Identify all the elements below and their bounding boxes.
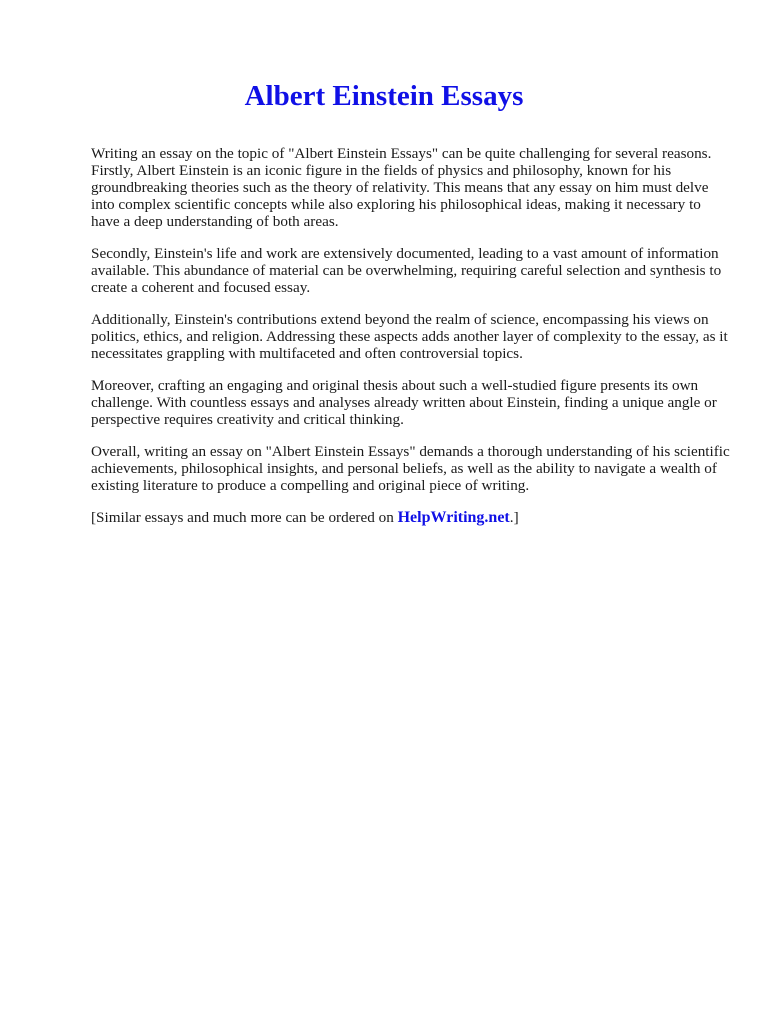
- paragraph-5: Overall, writing an essay on "Albert Einstein Essays" demands a thorough understanding of his scientific achievements, philosophical insights, and personal beliefs, as well as the ability to navigate a wealth of existing literature to produce a compelling and original piece of writing.: [91, 443, 730, 494]
- paragraph-3: Additionally, Einstein's contributions extend beyond the realm of science, encompassing his views on politics, ethics, and religion. Addressing these aspects adds another layer of complexity to the essay, as it necessitates grappling with multifaceted and often controversial topics.: [91, 311, 728, 362]
- paragraph-1: Writing an essay on the topic of "Albert Einstein Essays" can be quite challenging for several reasons. Firstly, Albert Einstein is an iconic figure in the fields of physics and philosophy, known for his groundbreaking theories such as the theory of relativity. This means that any essay on him must delve into complex scientific concepts while also exploring his philosophical ideas, making it necessary to have a deep understanding of both areas.: [91, 145, 712, 230]
- document-title: Albert Einstein Essays: [244, 80, 524, 112]
- paragraph-4: Moreover, crafting an engaging and original thesis about such a well-studied figure presents its own challenge. With countless essays and analyses already written about Einstein, finding a unique angle or perspective requires creativity and critical thinking.: [91, 377, 717, 428]
- essay-body: [91, 145, 731, 526]
- helpwriting-link[interactable]: HelpWriting.net: [397, 509, 510, 526]
- footer-prefix: [Similar essays and much more can be ordered on: [91, 509, 398, 526]
- footer-note: [91, 509, 731, 526]
- footer-suffix: .]: [509, 509, 519, 526]
- paragraph-2: Secondly, Einstein's life and work are extensively documented, leading to a vast amount of information available. This abundance of material can be overwhelming, requiring careful selection and synthesis to create a coherent and focused essay.: [91, 245, 722, 296]
